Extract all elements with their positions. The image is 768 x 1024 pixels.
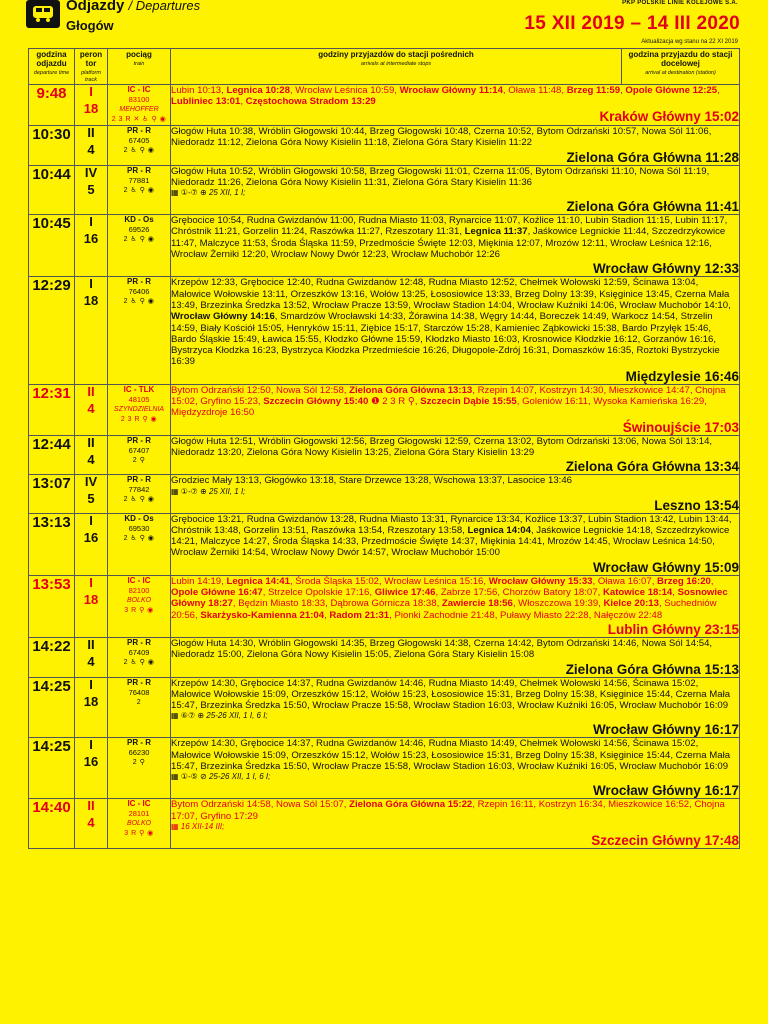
intermediate-stops — [171, 638, 739, 661]
stop-segment: , Oława 11:48, — [502, 85, 567, 96]
stop-segment: Głogów Huta 10:38, Wróblin Głogowski 10:44, Brzeg Głogowski 10:48, Czerna 10:52, Bytom Odrzański 10:57, Nowa Sól 11:06, Niedoradz 11:12, Zielona Góra Nowy Kisielin 11:18, Zielona Góra Stary Kisielin 11:22 — [171, 126, 712, 149]
stop-segment: , Pionki Zachodnie 21:48, Puławy Miasto 22:28, Nałęczów 22:48 — [389, 609, 663, 621]
stop-segment: , Jaśkowice Legnickie 11:44, Szczedrzykowice 11:47, Malczyce 11:53, Środa Śląska 11:59, Przedmoście Święte 12:03, Miękinia 12:07, Mrozów 12:11, Wrocław Leśnica 12:16, Wrocław Żerniki 12:20, Wrocław Nowy Dwór 12:23, Wrocław Muchobór 12:26 — [171, 226, 726, 261]
track-number: 18 — [83, 591, 99, 607]
track-number: 5 — [87, 491, 95, 507]
stop-segment: , — [672, 587, 678, 599]
platform-number: II — [87, 798, 95, 814]
stop-segment: Grębocice 13:21, Rudna Gwizdanów 13:28, Rudna Miasto 13:31, Rynarcice 13:34, Koźlice 13:37, Lubin Stadion 13:42, Lubin 13:44, Chróstnik 13:48, Gorzelin 13:51, Raszówka 13:54, Rzeszotary 13:58, — [171, 513, 732, 536]
intermediate-stops — [171, 576, 739, 621]
platform-number: II — [87, 636, 95, 652]
train-number: 66230 — [128, 748, 150, 758]
intermediate-stops — [171, 85, 739, 108]
train-category: KD - Os — [124, 215, 154, 225]
stop-segment: Lubin 10:13, — [171, 85, 227, 96]
train-cell — [108, 677, 171, 738]
track-number: 18 — [83, 101, 99, 116]
platform-number: I — [89, 276, 93, 292]
stops-cell — [171, 435, 740, 475]
calendar-note: ▦ ⑥⑦ ⊕ 25-26 XII, 1 I, 6 I; — [171, 711, 268, 721]
departure-time: 13:07 — [29, 475, 75, 513]
departures-body — [29, 85, 740, 849]
departure-time: 13:53 — [29, 575, 75, 637]
train-category: KD - Os — [124, 513, 154, 523]
service-icons: 2 ♿ ⚲ ◉ — [123, 298, 155, 306]
intermediate-stops — [171, 277, 739, 367]
stops-cell — [171, 165, 740, 215]
train-number: 77881 — [128, 175, 150, 185]
departure-time: 14:25 — [29, 677, 75, 738]
stops-cell — [171, 513, 740, 575]
destination: Wrocław Główny 16:17 — [592, 722, 739, 738]
stop-segment: , — [717, 85, 720, 96]
major-stop: Brzeg 16:20 — [657, 575, 711, 587]
intermediate-stops — [171, 799, 739, 822]
stop-segment: , Suchedniów 20:56, — [171, 598, 717, 621]
train-cell — [108, 637, 171, 677]
intermediate-stops — [171, 166, 739, 189]
major-stop: Gliwice 17:46 — [374, 587, 436, 599]
train-category: PR - R — [127, 637, 151, 647]
service-icons: 2 ♿ ⚲ ◉ — [123, 147, 155, 154]
stops-cell — [171, 738, 740, 799]
platform-number: I — [89, 737, 93, 753]
train-cell — [108, 435, 171, 475]
train-category: PR - R — [127, 126, 151, 135]
destination: Wrocław Główny 16:17 — [592, 783, 739, 799]
stop-segment: Krzepów 12:33, Grębocice 12:40, Rudna Gwizdanów 12:48, Rudna Miasto 12:52, Chełmek Wołowski 12:59, Ścinawa 13:04, Małowice Wołowskie 13:11, Orzeszków 13:16, Wołów 13:25, Łososiowice 13:33, Brzeg Dolny 13:39, Księginice 13:45, Czerna Mała 13:49, Brzezinka Średzka 13:52, Wrocław Pracze 13:59, Wrocław Stadion 14:04, Wrocław Kuźniki 14:06, Wrocław Muchobór 14:10, — [171, 277, 731, 311]
platform-cell — [75, 475, 108, 513]
col-header-time: godzina odjazdu departure time — [29, 49, 75, 85]
major-stop: Wrocław Główny 15:33 — [488, 575, 593, 587]
validity-period: 15 XII 2019 – 14 III 2020 — [524, 13, 740, 34]
intermediate-stops — [171, 678, 739, 712]
stop-segment: Krzepów 14:30, Grębocice 14:37, Rudna Gwizdanów 14:46, Rudna Miasto 14:49, Chełmek Wołowski 14:56, Ścinawa 15:02, Małowice Wołowskie 15:09, Orzeszków 15:12, Wołów 15:23, Łososiowice 15:31, Brzeg Dolny 15:38, Księginice 15:44, Czerna Mała 15:47, Brzezinka Średzka 15:50, Wrocław Pracze 15:58, Wrocław Stadion 16:03, Wrocław Kuźniki 16:05, Wrocław Muchobór 16:09 — [171, 677, 731, 712]
departure-time: 12:44 — [29, 435, 75, 475]
platform-cell — [75, 435, 108, 475]
departure-time: 12:31 — [29, 384, 75, 435]
train-number: 69526 — [128, 225, 150, 235]
intermediate-stops — [171, 385, 739, 419]
destination: Zielona Góra Główna 15:13 — [565, 661, 739, 677]
stop-segment: , Rzepin 14:07, Kostrzyn 14:30, Mieszkowice 14:47, Chojna 15:02, Gryfino 15:23, — [171, 384, 726, 408]
table-row — [29, 85, 740, 126]
train-number: 76406 — [128, 287, 150, 297]
platform-number: II — [87, 383, 95, 399]
major-stop: Zielona Góra Główna 13:13 — [349, 384, 473, 396]
service-icons: 2 — [136, 698, 142, 706]
train-name: BOLKO — [126, 820, 152, 828]
service-icons: 3 R ⚲ ◉ — [124, 606, 154, 614]
train-cell — [108, 738, 171, 799]
stops-cell — [171, 475, 740, 513]
track-number: 4 — [87, 653, 95, 669]
table-row — [29, 384, 740, 435]
platform-cell — [75, 799, 108, 849]
table-row — [29, 475, 740, 513]
platform-number: II — [87, 434, 95, 450]
platform-number: IV — [84, 164, 98, 180]
track-number: 16 — [83, 529, 99, 545]
stops-cell — [171, 799, 740, 849]
track-number: 18 — [83, 693, 99, 709]
platform-cell — [75, 215, 108, 277]
service-icons: 2 ♿ ⚲ ◉ — [123, 496, 155, 504]
calendar-note: ▦ ①-⑦ ⊕ 25 XII, 1 I; — [171, 486, 246, 496]
track-number: 4 — [87, 815, 95, 831]
stop-segment: , Jaśkowice Legnickie 14:18, Szczedrzykowice 14:21, Malczyce 14:27, Środa Śląska 14:33, Przedmoście Święte 14:37, Miękinia 14:41, Mrozów 14:45, Wrocław Leśnica 14:50, Wrocław Żerniki 14:54, Wrocław Nowy Dwór 14:57, Wrocław Muchobór 15:00 — [171, 524, 730, 559]
stops-cell — [171, 215, 740, 277]
stop-segment: , — [240, 96, 246, 108]
table-row — [29, 435, 740, 475]
stop-segment: Grębocice 10:54, Rudna Gwizdanów 11:00, Rudna Miasto 11:03, Rynarcice 11:07, Koźlice 11:10, Lubin Stadion 11:15, Lubin 11:17, Chróstnik 11:21, Gorzelin 11:24, Raszówka 11:27, Rzeszotary 11:31, — [171, 215, 728, 238]
stop-segment: , — [710, 575, 714, 587]
train-category: IC - TLK — [123, 384, 155, 394]
major-stop: Legnica 10:28 — [226, 85, 290, 96]
train-number: 67405 — [128, 136, 150, 145]
destination: Wrocław Główny 15:09 — [592, 559, 739, 575]
track-number: 18 — [83, 293, 99, 309]
stop-segment: , — [324, 609, 330, 621]
destination: Szczecin Główny 17:48 — [591, 832, 739, 848]
major-stop: Częstochowa Stradom 13:29 — [245, 96, 376, 108]
train-category: IC - IC — [127, 799, 151, 809]
destination: Międzylesie 16:46 — [625, 368, 739, 384]
destination: Lublin Główny 23:15 — [607, 621, 739, 637]
table-row — [29, 738, 740, 799]
destination: Zielona Góra Główna 13:34 — [565, 459, 739, 475]
page-title — [66, 0, 200, 14]
train-name: MEHOFFER — [119, 106, 159, 113]
stop-segment: Głogów Huta 14:30, Wróblin Głogowski 14:35, Brzeg Głogowski 14:38, Czerna 14:42, Bytom Odrzański 14:46, Nowa Sól 14:54, Niedoradz 15:00, Zielona Góra Nowy Kisielin 15:05, Zielona Góra Stary Kisielin 15:08 — [171, 637, 713, 661]
table-row — [29, 799, 740, 849]
col-header-platform: peron tor platform track — [75, 49, 108, 85]
stop-segment: Głogów Huta 12:51, Wróblin Głogowski 12:56, Brzeg Głogowski 12:59, Czerna 13:02, Bytom Odrzański 13:06, Nowa Sól 13:14, Niedoradz 13:20, Zielona Góra Nowy Kisielin 13:25, Zielona Góra Stary Kisielin 13:29 — [171, 435, 713, 458]
train-cell — [108, 575, 171, 637]
platform-number: IV — [84, 474, 98, 490]
table-row — [29, 513, 740, 575]
platform-cell — [75, 677, 108, 738]
stop-segment: , Strzelce Opolskie 17:16, — [262, 587, 375, 599]
departure-time: 14:25 — [29, 738, 75, 799]
major-stop: Legnica 14:04 — [467, 524, 531, 536]
stops-cell — [171, 677, 740, 738]
service-icons: 3 R ⚲ ◉ — [124, 830, 154, 838]
destination: Kraków Główny 15:02 — [599, 108, 739, 124]
major-stop: Legnica 14:41 — [226, 575, 290, 587]
major-stop: Legnica 11:37 — [464, 226, 528, 238]
platform-number: I — [89, 676, 93, 692]
train-cell — [108, 799, 171, 849]
major-stop: Zielona Góra Główna 15:22 — [349, 799, 473, 811]
platform-cell — [75, 165, 108, 215]
table-row — [29, 575, 740, 637]
table-row — [29, 277, 740, 384]
stop-segment: , Włoszczowa 19:39, — [512, 598, 604, 610]
service-icons: 2 3 R ✕ ♿ ⚲ ◉ — [111, 116, 167, 123]
major-stop: Sosnowiec Główny 18:27 — [171, 587, 728, 610]
col-header-stops: godziny przyjazdów do stacji pośrednich arrivals at intermediate stops — [171, 49, 622, 85]
train-number: 83100 — [128, 95, 150, 104]
title-pl: Odjazdy — [66, 0, 125, 14]
train-cell — [108, 277, 171, 384]
table-row — [29, 126, 740, 166]
train-category: PR - R — [127, 165, 151, 175]
stop-segment: Bytom Odrzański 12:50, Nowa Sól 12:58, — [171, 384, 350, 396]
departure-time: 12:29 — [29, 277, 75, 384]
track-number: 16 — [83, 231, 99, 247]
calendar-note: ▦ ①-⑤ ⊘ 25-26 XII, 1 I, 6 I; — [171, 772, 271, 782]
platform-cell — [75, 575, 108, 637]
train-number: 77842 — [128, 485, 150, 495]
destination: Zielona Góra Główna 11:28 — [566, 149, 739, 165]
stop-segment: , Goleniów 16:11, Wysoka Kamieńska 16:29, Międzyzdroje 16:50 — [171, 396, 707, 419]
intermediate-stops — [171, 738, 739, 772]
platform-cell — [75, 126, 108, 166]
major-stop: Wrocław Główny 14:16 — [171, 311, 275, 323]
platform-number: I — [89, 214, 93, 230]
track-number: 5 — [87, 181, 95, 197]
service-icons: 2 3 R ⚲ ◉ — [120, 415, 158, 423]
train-category: PR - R — [127, 277, 151, 287]
table-header-row — [29, 49, 740, 85]
train-number: 67409 — [128, 647, 150, 657]
train-cell — [108, 126, 171, 166]
train-number: 69530 — [128, 523, 150, 533]
train-cell — [108, 215, 171, 277]
train-number: 48105 — [128, 394, 150, 404]
station-name: Głogów — [66, 18, 114, 33]
train-name: SZYNDZIELNIA — [113, 405, 165, 413]
major-stop: Wrocław Główny 11:14 — [399, 85, 503, 96]
destination: Świnoujście 17:03 — [622, 419, 739, 435]
train-number: 67407 — [128, 445, 150, 455]
departure-time: 10:45 — [29, 215, 75, 277]
train-category: PR - R — [127, 677, 151, 687]
major-stop: Radom 21:31 — [329, 609, 390, 621]
track-number: 4 — [87, 451, 95, 467]
major-stop: Lubliniec 13:01 — [171, 96, 241, 108]
table-row — [29, 637, 740, 677]
departure-time: 10:30 — [29, 126, 75, 166]
major-stop: Brzeg 11:59 — [566, 85, 621, 96]
train-cell — [108, 513, 171, 575]
departure-time: 9:48 — [29, 85, 75, 126]
stop-segment: Bytom Odrzański 14:58, Nowa Sól 15:07, — [171, 799, 350, 811]
stops-cell — [171, 384, 740, 435]
stop-segment: , Wrocław Leśnica 10:59, — [289, 85, 400, 96]
train-category: PR - R — [127, 435, 151, 445]
stop-segment: ❶ 2 3 R ⚲, — [368, 396, 421, 408]
intermediate-stops — [171, 126, 739, 149]
platform-number: II — [87, 125, 95, 140]
destination: Leszno 13:54 — [654, 497, 739, 513]
calendar-note: ▦ 16 XII-14 III; — [171, 821, 225, 831]
destination: Wrocław Główny 12:33 — [592, 261, 739, 277]
stop-segment: , Rzepin 16:11, Kostrzyn 16:34, Mieszkowice 16:52, Chojna 17:07, Gryfino 17:29 — [171, 799, 725, 822]
stops-cell — [171, 575, 740, 637]
train-cell — [108, 85, 171, 126]
major-stop: Szczecin Dąbie 15:55 — [420, 396, 517, 408]
stop-segment: , Zabrze 17:56, Chorzów Batory 18:07, — [435, 587, 603, 599]
header — [0, 0, 768, 48]
major-stop: Zawiercie 18:56 — [441, 598, 513, 610]
table-row — [29, 215, 740, 277]
platform-cell — [75, 513, 108, 575]
stops-cell — [171, 85, 740, 126]
track-number: 16 — [83, 754, 99, 770]
stops-cell — [171, 126, 740, 166]
track-number: 4 — [87, 142, 95, 157]
platform-number: I — [89, 84, 93, 99]
col-header-train: pociąg train — [108, 49, 171, 85]
train-number: 28101 — [128, 809, 150, 819]
stop-segment: , Środa Śląska 15:02, Wrocław Leśnica 15:16, — [289, 575, 489, 587]
platform-number: I — [89, 574, 93, 590]
calendar-note: ▦ ①-⑦ ⊕ 25 XII, 1 I; — [171, 188, 246, 198]
major-stop: Kielce 20:13 — [603, 598, 659, 610]
train-number: 76408 — [128, 687, 150, 697]
train-logo-icon — [26, 0, 60, 28]
intermediate-stops — [171, 475, 739, 486]
stop-segment: , — [620, 85, 626, 96]
platform-number: I — [89, 512, 93, 528]
train-category: IC - IC — [127, 575, 151, 585]
service-icons: 2 ♿ ⚲ ◉ — [123, 534, 155, 542]
train-cell — [108, 384, 171, 435]
train-category: IC - IC — [127, 85, 151, 94]
intermediate-stops — [171, 215, 739, 260]
departures-table — [28, 48, 740, 849]
company-name: PKP POLSKIE LINIE KOLEJOWE S.A. — [622, 0, 738, 6]
departure-time: 10:44 — [29, 165, 75, 215]
train-number: 82100 — [128, 585, 150, 595]
major-stop: Szczecin Główny 15:40 — [263, 396, 369, 408]
service-icons: 2 ⚲ — [132, 759, 146, 767]
stops-cell — [171, 637, 740, 677]
departure-time: 14:22 — [29, 637, 75, 677]
platform-cell — [75, 738, 108, 799]
service-icons: 2 ⚲ — [132, 456, 146, 464]
platform-cell — [75, 384, 108, 435]
major-stop: Opole Główne 16:47 — [171, 587, 263, 599]
stop-segment: Grodziec Mały 13:13, Głogówko 13:18, Stare Drzewce 13:28, Wschowa 13:37, Lasocice 13:46 — [171, 475, 573, 487]
intermediate-stops — [171, 514, 739, 559]
stop-segment: Lubin 14:19, — [171, 575, 227, 587]
stop-segment: , Oława 16:07, — [592, 575, 658, 587]
table-row — [29, 165, 740, 215]
table-row — [29, 677, 740, 738]
departure-time: 13:13 — [29, 513, 75, 575]
train-cell — [108, 475, 171, 513]
stops-cell — [171, 277, 740, 384]
platform-cell — [75, 277, 108, 384]
stop-segment: Głogów Huta 10:52, Wróblin Głogowski 10:58, Brzeg Głogowski 11:01, Czerna 11:05, Bytom Odrzański 11:10, Nowa Sól 11:19, Niedoradz 11:26, Zielona Góra Nowy Kisielin 11:31, Zielona Góra Stary Kisielin 11:36 — [171, 165, 710, 188]
stop-segment: , Smardzów Wrocławski 14:33, Żórawina 14:38, Węgry 14:44, Boreczek 14:49, Warkocz 14:54, Strzelin 14:59, Biały Kościół 15:05, Henryków 15:11, Ziębice 15:17, Starczów 15:28, Kamieniec Ząbkowicki 15:38, Bardo Przyłęk 15:46, Bardo Śląskie 15:49, Ławica 15:55, Kłodzko Główne 15:59, Kłodzko Miasto 16:03, Krosnowice Kłodzkie 16:12, Gorzanów 16:16, Bystrzyca Kłodzka 16:23, Bystrzyca Kłodzka Przedmieście 16:26, Długopole-Zdrój 16:31, Domaszków 16:35, Roztoki Bystrzyckie 16:39 — [171, 311, 720, 368]
intermediate-stops — [171, 436, 739, 459]
platform-cell — [75, 637, 108, 677]
service-icons: 2 ♿ ⚲ ◉ — [123, 186, 155, 194]
update-note: Aktualizacja wg stanu na 22 XI 2019 — [641, 39, 738, 45]
service-icons: 2 ♿ ⚲ ◉ — [123, 236, 155, 244]
col-header-destination: godzina przyjazdu do stacji docelowej arrival at destination (station) — [622, 49, 740, 85]
platform-cell — [75, 85, 108, 126]
major-stop: Katowice 18:14 — [602, 587, 673, 599]
service-icons: 2 ♿ ⚲ ◉ — [123, 658, 155, 666]
stop-segment: , Będzin Miasto 18:33, Dąbrowa Górnicza 18:38, — [232, 598, 442, 610]
stop-segment: Krzepów 14:30, Grębocice 14:37, Rudna Gwizdanów 14:46, Rudna Miasto 14:49, Chełmek Wołowski 14:56, Ścinawa 15:02, Małowice Wołowskie 15:09, Orzeszków 15:12, Wołów 15:23, Łososiowice 15:31, Brzeg Dolny 15:38, Księginice 15:44, Czerna Mała 15:47, Brzezinka Średzka 15:50, Wrocław Pracze 15:58, Wrocław Stadion 16:03, Wrocław Kuźniki 16:05, Wrocław Muchobór 16:09 — [171, 738, 731, 772]
train-category: PR - R — [127, 738, 151, 748]
track-number: 4 — [87, 400, 95, 416]
title-en: / Departures — [128, 0, 201, 13]
destination: Zielona Góra Główna 11:41 — [566, 199, 739, 215]
departure-time: 14:40 — [29, 799, 75, 849]
train-cell — [108, 165, 171, 215]
train-name: BOLKO — [126, 596, 152, 604]
major-stop: Opole Główne 12:25 — [625, 85, 718, 96]
major-stop: Skarżysko-Kamienna 21:04 — [200, 609, 325, 621]
train-category: PR - R — [127, 475, 151, 485]
